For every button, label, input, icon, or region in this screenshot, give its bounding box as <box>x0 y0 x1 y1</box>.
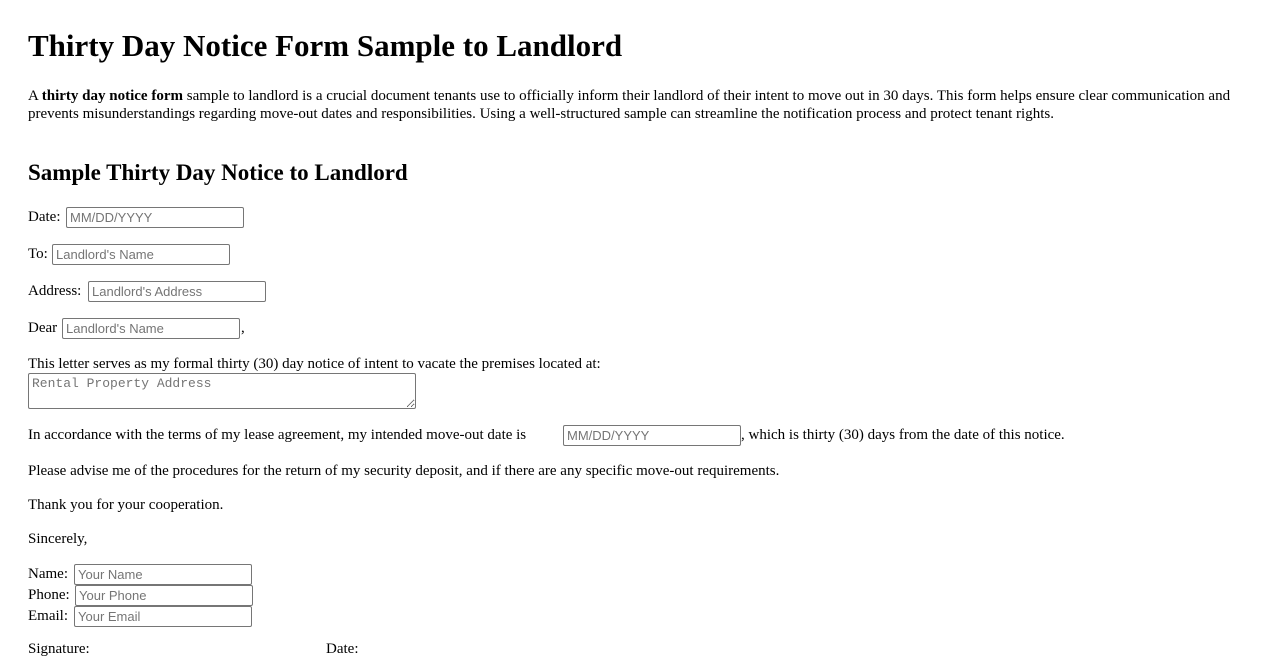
name-label: Name: <box>28 566 68 582</box>
to-label: To: <box>28 246 48 262</box>
salutation-name-input[interactable] <box>62 318 240 339</box>
phone-label: Phone: <box>28 587 70 603</box>
thank-you-text: Thank you for your cooperation. <box>28 497 224 513</box>
moveout-date-input[interactable] <box>563 425 741 446</box>
date-input[interactable] <box>66 207 244 228</box>
date-label: Date: <box>28 209 61 225</box>
intro-bold-term: thirty day notice form <box>41 88 183 104</box>
intro-paragraph <box>28 87 1233 123</box>
dear-label: Dear <box>28 320 58 336</box>
tenant-email-input[interactable] <box>74 606 252 627</box>
landlord-name-input[interactable] <box>52 244 230 265</box>
closing-text: Sincerely, <box>28 531 88 547</box>
tenant-phone-input[interactable] <box>75 585 253 606</box>
page-title: Thirty Day Notice Form Sample to Landlord <box>28 28 623 63</box>
email-label: Email: <box>28 608 68 624</box>
moveout-text-after: , which is thirty (30) days from the date of this notice. <box>741 427 1065 443</box>
section-title: Sample Thirty Day Notice to Landlord <box>28 160 408 185</box>
moveout-text-before: In accordance with the terms of my lease agreement, my intended move-out date is <box>28 427 527 443</box>
signature-label: Signature: <box>28 641 90 657</box>
notice-text: This letter serves as my formal thirty (30) day notice of intent to vacate the premises located at: <box>28 356 601 372</box>
intro-text-rest: sample to landlord is a crucial document tenants use to officially inform their landlord of their intent to move out in 30 days. This form helps ensure clear communication and prevents misunderstandings regarding move-out dates and responsibilities. Using a well-structured sample can streamline the notification process and protect tenant rights. <box>28 88 1231 122</box>
tenant-name-input[interactable] <box>74 564 252 585</box>
signature-date-label: Date: <box>326 641 359 657</box>
intro-text-start: A <box>28 88 42 104</box>
address-label: Address: <box>28 283 82 299</box>
property-address-textarea[interactable] <box>28 373 416 409</box>
landlord-address-input[interactable] <box>88 281 266 302</box>
deposit-request-text: Please advise me of the procedures for the return of my security deposit, and if there are any specific move-out requirements. <box>28 463 780 479</box>
salutation-comma: , <box>241 320 245 336</box>
